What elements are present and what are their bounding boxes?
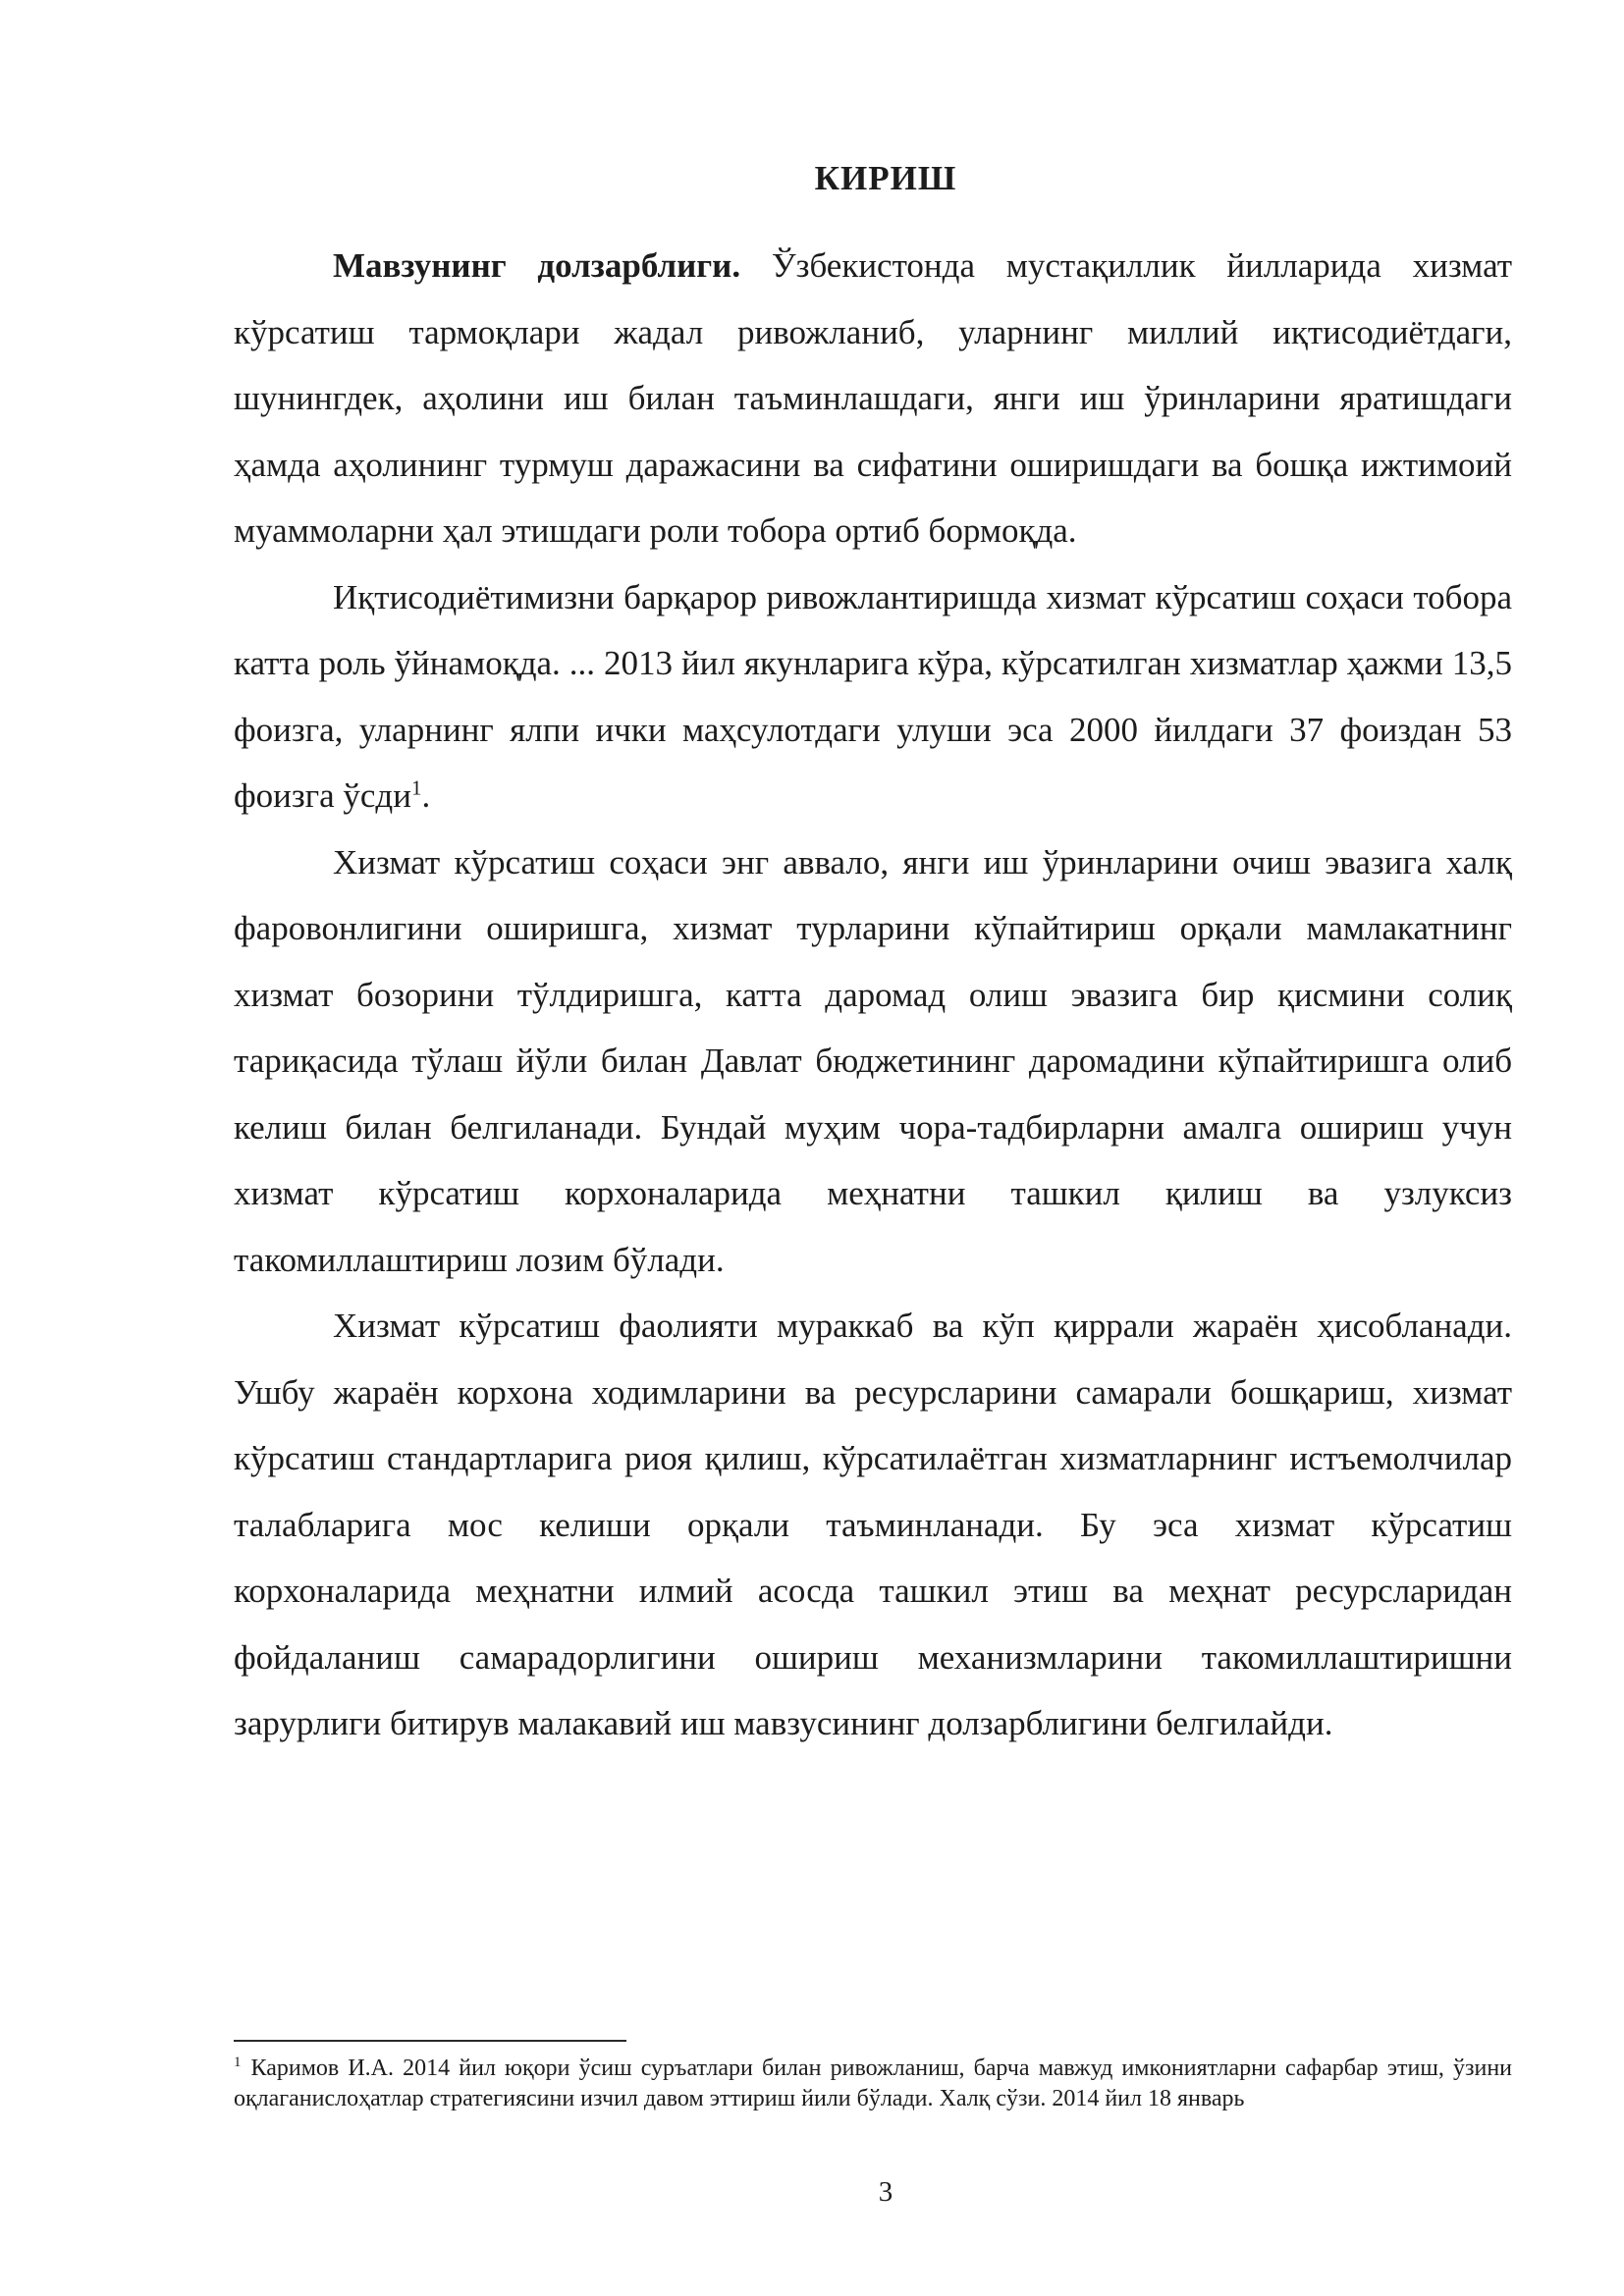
paragraph-service-process <box>234 1293 1512 1757</box>
footnote-text: Каримов И.А. 2014 йил юқори ўсиш суръатлари билан ривожланиш, барча мавжуд имкониятларни сафарбар этиш, ўзини оқлаганислоҳатлар стратегиясини изчил давом эттириш йили бўлади. Халқ сўзи. 2014 йил 18 январь <box>234 2056 1512 2111</box>
paragraph-lead-heading: Мавзунинг долзарблиги. <box>333 246 741 285</box>
footnote-separator <box>234 2040 626 2042</box>
footnote-number: 1 <box>234 2055 242 2070</box>
paragraph-tail: . <box>421 776 431 815</box>
paragraph-economy <box>234 564 1512 829</box>
paragraph-text: Хизмат кўрсатиш соҳаси энг аввало, янги иш ўринларини очиш эвазига халқ фаровонлигини оширишга, хизмат турларини кўпайтириш орқали мамлакатнинг хизмат бозорини тўлдиришга, катта даромад олиш эвазига бир қисмини солиқ тариқасида тўлаш йўли билан Давлат бюджетининг даромадини кўпайтиришга олиб келиш билан белгиланади. Бундай муҳим чора-тадбирларни амалга ошириш учун хизмат кўрсатиш корхоналарида меҳнатни ташкил қилиш ва узлуксиз такомиллаштириш лозим бўлади. <box>234 842 1512 1279</box>
paragraph-text: Ўзбекистонда мустақиллик йилларида хизмат кўрсатиш тармоқлари жадал ривожланиб, уларнинг миллий иқтисодиётдаги, шунингдек, аҳолини иш билан таъминлашдаги, янги иш ўринларини яратишдаги ҳамда аҳолининг турмуш даражасини ва сифатини оширишдаги ва бошқа ижтимоий муаммоларни ҳал этишдаги роли тобора ортиб бормоқда. <box>234 246 1513 550</box>
paragraph-text: Хизмат кўрсатиш фаолияти мураккаб ва кўп қиррали жараён ҳисобланади. Ушбу жараён корхона ходимларини ва ресурсларини самарали бошқариш, хизмат кўрсатиш стандартларига риоя қилиш, кўрсатилаётган хизматларнинг истъемолчилар талабларига мос келиши орқали таъминланади. Бу эса хизмат кўрсатиш корхоналарида меҳнатни илмий асосда ташкил этиш ва меҳнат ресурсларидан фойдаланиш самарадорлигини ошириш механизмларини такомиллаштиришни зарурлиги битирув малакавий иш мавзусининг долзарблигини белгилайди. <box>234 1307 1512 1742</box>
footnote-reference[interactable]: 1 <box>410 775 422 800</box>
paragraph-text: Иқтисодиётимизни барқарор ривожлантиришда хизмат кўрсатиш соҳаси тобора катта роль ўйнамоқда. ... 2013 йил якунларига кўра, кўрсатилган хизматлар ҳажми 13,5 фоизга, уларнинг ялпи ички маҳсулотдаги улуши эса 2000 йилдаги 37 фоиздан 53 фоизга ўсди <box>234 577 1512 815</box>
body-text <box>234 233 1512 1757</box>
paragraph-relevance <box>234 233 1512 564</box>
page-number: 3 <box>878 2176 893 2208</box>
section-title: КИРИШ <box>814 159 957 197</box>
footnote <box>234 2054 1512 2114</box>
paragraph-service-sector <box>234 829 1512 1294</box>
